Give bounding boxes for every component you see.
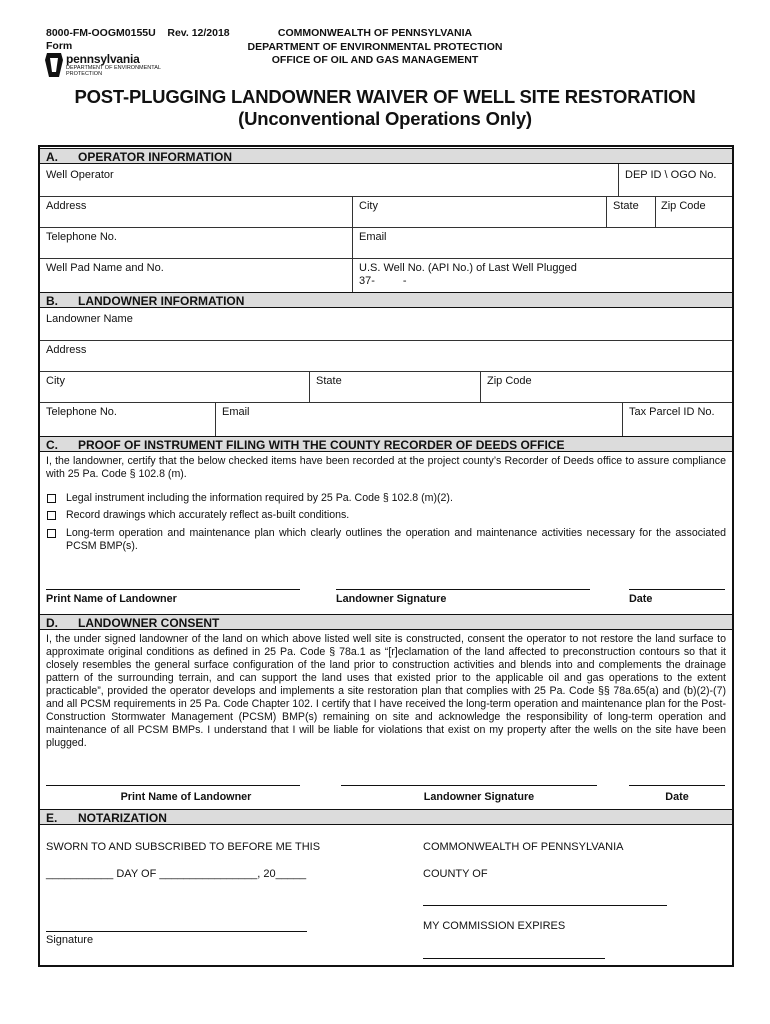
logo-wordmark: pennsylvania bbox=[66, 52, 140, 66]
date-label-c: Date bbox=[629, 593, 653, 605]
section-c-intro: I, the landowner, certify that the below checked items have been recorded at the project county’s Recorder of Deeds office to assure compliance with 25 Pa. Code § 102.8 (m). bbox=[46, 455, 726, 480]
divider bbox=[622, 402, 623, 436]
landowner-address-field[interactable]: Address bbox=[46, 344, 87, 356]
section-d-letter: D. bbox=[46, 616, 58, 630]
logo-subtitle bbox=[66, 65, 161, 77]
signature-label-d: Landowner Signature bbox=[423, 791, 535, 803]
agency-line3: OFFICE OF OIL AND GAS MANAGEMENT bbox=[271, 54, 479, 66]
legal-instrument-checkbox[interactable] bbox=[47, 494, 56, 503]
divider bbox=[606, 196, 607, 227]
section-b-letter: B. bbox=[46, 294, 58, 308]
commonwealth-text: COMMONWEALTH OF PENNSYLVANIA bbox=[423, 841, 624, 853]
keystone-icon bbox=[44, 52, 64, 78]
section-a-letter: A. bbox=[46, 150, 58, 164]
row-divider bbox=[40, 196, 732, 197]
section-e-title: NOTARIZATION bbox=[78, 811, 167, 825]
record-drawings-checkbox[interactable] bbox=[47, 511, 56, 520]
divider bbox=[309, 371, 310, 402]
form-subtitle: (Unconventional Operations Only) bbox=[238, 108, 532, 129]
day-of-line[interactable]: ___________ DAY OF ________________, 20_____ bbox=[46, 868, 307, 880]
section-a-title: OPERATOR INFORMATION bbox=[78, 150, 232, 164]
county-line[interactable] bbox=[423, 905, 667, 906]
date-line-c[interactable] bbox=[629, 589, 725, 590]
agency-line2: DEPARTMENT OF ENVIRONMENTAL PROTECTION bbox=[247, 40, 503, 53]
operator-email-field[interactable]: Email bbox=[359, 231, 387, 243]
landowner-city-field[interactable]: City bbox=[46, 375, 65, 387]
section-d-title: LANDOWNER CONSENT bbox=[78, 616, 220, 630]
section-c-letter: C. bbox=[46, 438, 58, 452]
divider bbox=[618, 164, 619, 196]
commission-expires-line[interactable] bbox=[423, 958, 605, 959]
county-label: COUNTY OF bbox=[423, 868, 488, 880]
api-prefix: 37- bbox=[359, 275, 375, 287]
landowner-email-field[interactable]: Email bbox=[222, 406, 250, 418]
landowner-name-field[interactable]: Landowner Name bbox=[46, 313, 133, 325]
signature-label-c: Landowner Signature bbox=[336, 593, 447, 605]
section-e-letter: E. bbox=[46, 811, 58, 825]
commission-expires-label: MY COMMISSION EXPIRES bbox=[423, 920, 566, 932]
row-divider bbox=[40, 227, 732, 228]
maintenance-plan-checkbox[interactable] bbox=[47, 529, 56, 538]
section-c-title: PROOF OF INSTRUMENT FILING WITH THE COUNTY RECORDER OF DEEDS OFFICE bbox=[78, 438, 565, 452]
row-divider bbox=[40, 258, 732, 259]
print-name-line-c[interactable] bbox=[46, 589, 300, 590]
notary-signature-label: Signature bbox=[46, 934, 94, 946]
operator-address-field[interactable]: Address bbox=[46, 200, 87, 212]
print-name-label-d: Print Name of Landowner bbox=[120, 791, 252, 803]
operator-zip-field[interactable]: Zip Code bbox=[661, 200, 706, 212]
divider bbox=[655, 196, 656, 227]
print-name-line-d[interactable] bbox=[46, 785, 300, 786]
agency-line1: COMMONWEALTH OF PENNSYLVANIA bbox=[277, 27, 473, 39]
api-number-label: U.S. Well No. (API No.) of Last Well Plugged bbox=[359, 262, 577, 274]
agency-header bbox=[240, 27, 510, 68]
tax-parcel-field[interactable]: Tax Parcel ID No. bbox=[629, 406, 715, 418]
form-revision: Rev. 12/2018 bbox=[167, 27, 230, 39]
divider bbox=[215, 402, 216, 436]
date-label-d: Date bbox=[665, 791, 689, 803]
api-number-field[interactable] bbox=[359, 275, 407, 287]
landowner-zip-field[interactable]: Zip Code bbox=[487, 375, 532, 387]
sworn-text: SWORN TO AND SUBSCRIBED TO BEFORE ME THIS bbox=[46, 841, 321, 853]
section-b-header bbox=[40, 292, 732, 308]
row-divider bbox=[40, 371, 732, 372]
pennsylvania-logo bbox=[44, 52, 194, 80]
well-pad-field[interactable]: Well Pad Name and No. bbox=[46, 262, 164, 274]
landowner-consent-text: I, the under signed landowner of the land on which above listed well site is constructed, consent the operator to not restore the land surface to approximate original conditions as defined in 25 Pa. Code § 78a.1 as “[r]eclamation of the land affected to preconstruction contours so that it closely resembles the general surface configuration of the land prior to construction activities and blends into and complements the drainage pattern of the surrounding terrain, and can support the land uses that existed prior to the applicable oil and gas operations to the extent practicable”, provided the operator develops and implements a site restoration plan that complies with 25 Pa. Code §§ 78a.65(a) and (b)(2)-(7) and all PCSM requirements in 25 Pa. Code Chapter 102. I certify that I have received the long-term operation and maintenance plan for the Post-Construction Stormwater Management (PCSM) BMP(s) remaining on site and acknowledge the responsibility of long-term operation and maintenance of all PCSM BMPs. I understand that I will be liable for violations that exist on my property after the wells on the site have been plugged. bbox=[46, 633, 726, 749]
date-line-d[interactable] bbox=[629, 785, 725, 786]
notary-signature-line[interactable] bbox=[46, 931, 307, 932]
operator-city-field[interactable]: City bbox=[359, 200, 378, 212]
form-id: 8000-FM-OOGM0155U bbox=[46, 27, 156, 39]
signature-line-d[interactable] bbox=[341, 785, 597, 786]
section-e-header bbox=[40, 809, 732, 825]
section-c-header bbox=[40, 436, 732, 452]
print-name-label-c: Print Name of Landowner bbox=[46, 593, 177, 605]
row-divider bbox=[40, 340, 732, 341]
landowner-state-field[interactable]: State bbox=[316, 375, 342, 387]
well-operator-field[interactable]: Well Operator bbox=[46, 169, 114, 181]
record-drawings-label: Record drawings which accurately reflect as-built conditions. bbox=[66, 509, 350, 521]
operator-telephone-field[interactable]: Telephone No. bbox=[46, 231, 117, 243]
section-d-header bbox=[40, 614, 732, 630]
section-a-header bbox=[40, 148, 732, 164]
landowner-telephone-field[interactable]: Telephone No. bbox=[46, 406, 117, 418]
form-number bbox=[46, 27, 230, 53]
operator-state-field[interactable]: State bbox=[613, 200, 639, 212]
form-title: POST-PLUGGING LANDOWNER WAIVER OF WELL SITE RESTORATION bbox=[74, 86, 696, 107]
section-b-title: LANDOWNER INFORMATION bbox=[78, 294, 245, 308]
divider bbox=[352, 258, 353, 292]
logo-subtitle-line2: PROTECTION bbox=[66, 71, 103, 77]
logo-subtitle-line1: DEPARTMENT OF ENVIRONMENTAL bbox=[66, 65, 161, 71]
form-word: Form bbox=[46, 40, 73, 52]
maintenance-plan-label: Long-term operation and maintenance plan which clearly outlines the operation and maintenance activities necessary for the associated PCSM BMP(s). bbox=[66, 527, 726, 552]
row-divider bbox=[40, 402, 732, 403]
signature-line-c[interactable] bbox=[336, 589, 590, 590]
dep-id-field[interactable]: DEP ID \ OGO No. bbox=[625, 169, 717, 181]
divider bbox=[480, 371, 481, 402]
api-dash: - bbox=[402, 275, 407, 287]
legal-instrument-label: Legal instrument including the information required by 25 Pa. Code § 102.8 (m)(2). bbox=[66, 492, 453, 504]
